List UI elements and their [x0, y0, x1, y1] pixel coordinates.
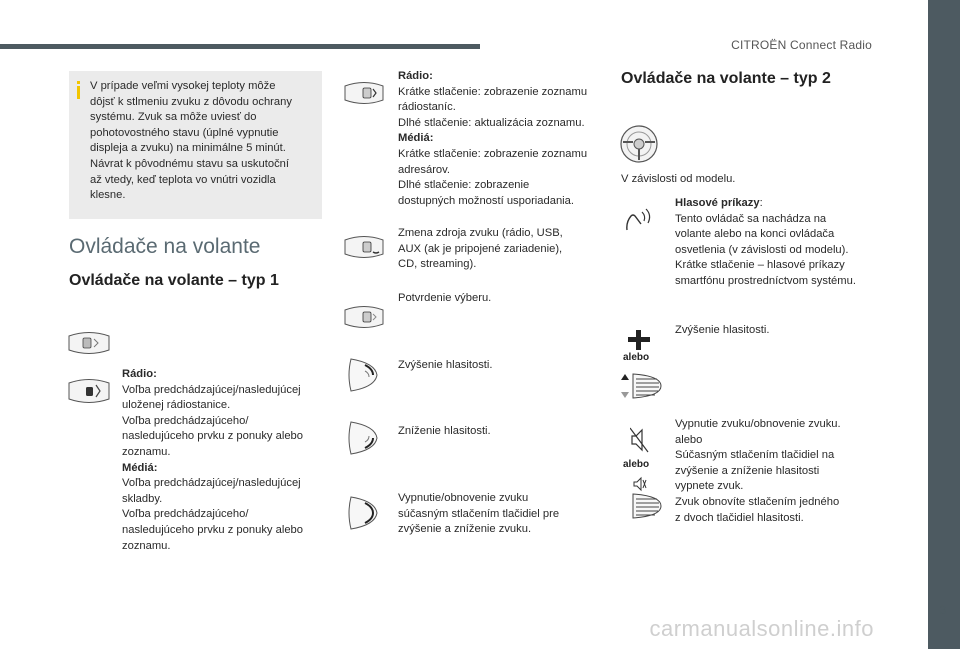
page-marker: [936, 578, 940, 582]
note-line: až vtedy, keď teplota vo vnútri vozidla: [90, 173, 276, 186]
text-line: AUX (ak je pripojené zariadenie),: [398, 242, 563, 255]
text-line: skladby.: [122, 492, 163, 505]
steering-wheel-icon: [619, 124, 659, 164]
text-line: Vypnutie zvuku/obnovenie zvuku.: [675, 418, 841, 430]
steering-control-icon: [343, 80, 385, 106]
type1-title: Ovládače na volante – typ 1: [69, 272, 279, 289]
text-line: Dlhé stlačenie: aktualizácia zoznamu.: [398, 116, 585, 129]
note-line: systému. Zvuk sa môže uviesť do: [90, 111, 257, 124]
media-label: Médiá:: [398, 132, 434, 145]
voice-colon: :: [759, 197, 763, 209]
note-line: V prípade veľmi vysokej teploty môže: [90, 80, 276, 92]
text-line: zvýšenie a zníženie hlasitosti: [675, 464, 820, 477]
text-line: smartfónu prostredníctvom systému.: [675, 274, 856, 287]
type2-title: Ovládače na volante – typ 2: [621, 70, 831, 87]
text-line: nasledujúceho prvku z ponuky alebo: [122, 430, 303, 443]
volume-up-text: Zvýšenie hlasitosti.: [398, 359, 493, 371]
text-line: Voľba predchádzajúcej/nasledujúcej: [122, 477, 301, 490]
volume-wheel-icon: [621, 492, 663, 520]
media-label: Médiá:: [122, 461, 158, 474]
section-title: Ovládače na volante: [69, 235, 261, 258]
text-line: CD, streaming).: [398, 258, 477, 271]
text-line: nasledujúceho prvku z ponuky alebo: [122, 523, 303, 536]
note-line: dôjsť k stlmeniu zvuku z dôvodu ochrany: [90, 95, 292, 108]
text-line: uloženej rádiostanice.: [122, 399, 231, 412]
text-line: súčasným stlačením tlačidiel pre: [398, 507, 560, 520]
model-note: V závislosti od modelu.: [621, 173, 736, 185]
info-icon: [77, 81, 80, 99]
text-line: Krátke stlačenie: zobrazenie zoznamu: [398, 147, 588, 160]
text-line: adresárov.: [398, 163, 451, 176]
voice-label: Hlasové príkazy: [675, 197, 760, 209]
text-line: volante alebo na konci ovládača: [675, 228, 835, 241]
text-line: Tento ovládač sa nachádza na: [675, 212, 827, 225]
text-line: Voľba predchádzajúcej/nasledujúcej: [122, 383, 301, 396]
radio-label: Rádio:: [122, 368, 157, 380]
or-label: alebo: [623, 352, 650, 363]
note-line: pohotovostného stavu (úplné vypnutie: [90, 126, 279, 139]
text-line: z dvoch tlačidiel hlasitosti.: [675, 511, 804, 524]
radio-media-block: [398, 69, 604, 209]
text-line: osvetlenia (v závislosti od modelu).: [675, 243, 849, 256]
volume-up-text: Zvýšenie hlasitosti.: [675, 324, 770, 336]
text-line: alebo: [675, 433, 703, 446]
watermark: carmanualsonline.info: [649, 616, 874, 641]
volume-down-text: Zníženie hlasitosti.: [398, 425, 491, 437]
type1-block-text: [122, 367, 332, 554]
volume-wheel-icon: [621, 372, 663, 400]
side-tab: [928, 0, 960, 649]
voice-command-text: [675, 196, 875, 290]
text-line: zoznamu.: [122, 445, 171, 458]
text-line: Krátke stlačenie – hlasové príkazy: [675, 259, 845, 272]
text-line: Súčasným stlačením tlačidiel na: [675, 449, 835, 462]
text-line: Vypnutie/obnovenie zvuku: [398, 492, 529, 504]
source-change-text: [398, 226, 604, 273]
steering-control-icon: [66, 330, 112, 356]
note-text: [90, 79, 312, 204]
volume-down-control-icon: [345, 420, 383, 456]
text-line: Krátke stlačenie: zobrazenie zoznamu: [398, 85, 588, 98]
radio-label: Rádio:: [398, 70, 433, 82]
note-line: klesne.: [90, 189, 126, 202]
text-line: Voľba predchádzajúceho/: [122, 414, 249, 427]
note-line: displeja a zvuku) na minimálne 5 minút.: [90, 142, 286, 155]
text-line: vypnete zvuk.: [675, 480, 744, 493]
text-line: zoznamu.: [122, 539, 171, 552]
page-number: 3: [939, 603, 946, 617]
confirm-text: Potvrdenie výberu.: [398, 292, 492, 304]
text-line: Zvuk obnovíte stlačením jedného: [675, 495, 840, 508]
mute-control-icon: [345, 495, 383, 531]
volume-up-control-icon: [345, 357, 383, 393]
steering-control-icon: [343, 234, 385, 260]
steering-control-icon: [343, 304, 385, 330]
text-line: Zmena zdroja zvuku (rádio, USB,: [398, 227, 563, 239]
text-line: Voľba predchádzajúceho/: [122, 508, 249, 521]
mute-text: [675, 417, 875, 526]
text-line: zvýšenie a zníženie zvuku.: [398, 523, 532, 536]
info-note: [69, 71, 322, 219]
voice-command-icon: [624, 206, 654, 232]
mute-text: [398, 491, 604, 538]
text-line: rádiostaníc.: [398, 101, 456, 114]
or-label: alebo: [623, 459, 650, 470]
text-line: dostupných možností usporiadania.: [398, 194, 575, 207]
header-bar: [0, 44, 480, 49]
steering-control-icon: [66, 376, 112, 406]
plus-icon: [628, 330, 650, 350]
brand-header: CITROËN Connect Radio: [731, 38, 872, 52]
mute-icon: [630, 426, 650, 454]
text-line: Dlhé stlačenie: zobrazenie: [398, 179, 530, 192]
note-line: Návrat k pôvodnému stavu sa uskutoční: [90, 157, 289, 170]
mute-icon: [633, 476, 647, 492]
